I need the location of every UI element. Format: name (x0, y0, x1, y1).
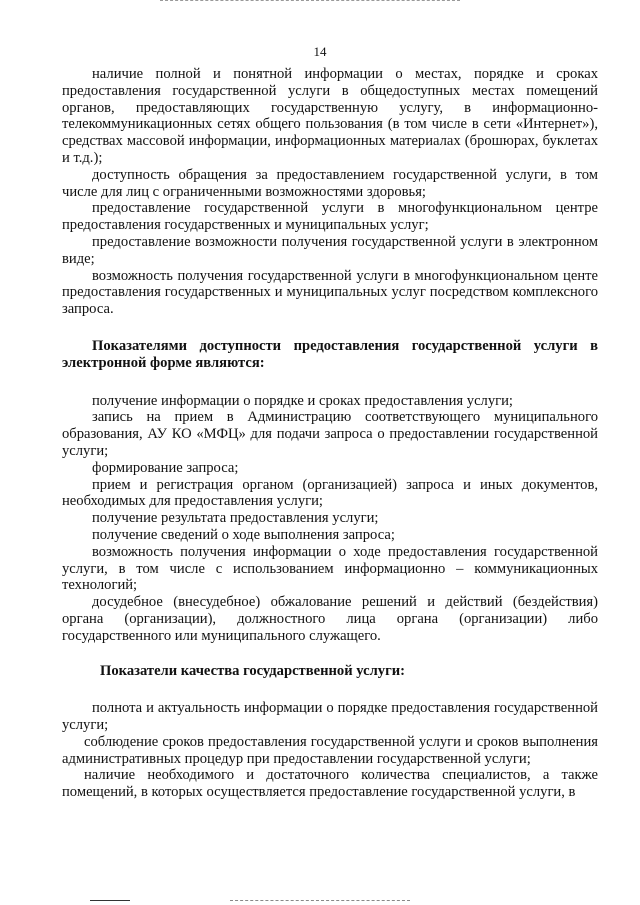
paragraph: наличие необходимого и достаточного количества специалистов, а также помещений, в которых осуществляется предоставление государственной услуги, в (62, 767, 598, 801)
paragraph: наличие полной и понятной информации о местах, порядке и сроках предоставления государственной услуги в общедоступных местах помещений органов, предоставляющих государственную услугу, в информационно-телекоммуникационных сетях общего пользования (в том числе в сети «Интернет»), средствах массовой информации, информационных материалах (брошюрах, буклетах и т.д.); (62, 66, 598, 166)
section-heading-quality: Показатели качества государственной услуги: (100, 662, 405, 679)
bottom-scan-mark (90, 900, 130, 902)
paragraph: соблюдение сроков предоставления государственной услуги и сроков выполнения административных процедур при предоставлении государственной услуги; (62, 733, 598, 767)
paragraph: формирование запроса; (92, 459, 239, 476)
paragraph: запись на прием в Администрацию соответствующего муниципального образования, АУ КО «МФЦ» для подачи запроса о предоставлении государственной услуги; (62, 409, 598, 459)
paragraph: полнота и актуальность информации о порядке предоставления государственной услуги; (62, 700, 598, 734)
paragraph: предоставление государственной услуги в многофункциональном центре предоставления государственных и муниципальных услуг; (62, 200, 598, 234)
paragraph: предоставление возможности получения государственной услуги в электронном виде; (62, 233, 598, 267)
paragraph: доступность обращения за предоставлением государственной услуги, в том числе для лиц с ограниченными возможностями здоровья; (62, 166, 598, 200)
paragraph: получение результата предоставления услуги; (92, 510, 379, 527)
bottom-scan-edge (230, 900, 410, 902)
paragraph: получение информации о порядке и сроках предоставления услуги; (92, 392, 513, 409)
paragraph: прием и регистрация органом (организацией) запроса и иных документов, необходимых для предоставления услуги; (62, 476, 598, 510)
section-heading-availability: Показателями доступности предоставления государственной услуги в электронной форме являются: (62, 337, 598, 371)
paragraph: возможность получения информации о ходе предоставления государственной услуги, в том числе с использованием информационно – коммуникационных технологий; (62, 543, 598, 594)
paragraph: получение сведений о ходе выполнения запроса; (92, 526, 395, 543)
paragraph: досудебное (внесудебное) обжалование решений и действий (бездействия) органа (организации), должностного лица органа (организации) либо государственного или муниципального служащего. (62, 594, 598, 644)
document-body (62, 66, 598, 801)
top-scan-edge (160, 0, 460, 2)
page-number: 14 (313, 44, 327, 59)
paragraph: возможность получения государственной услуги в многофункциональном центе предоставления государственных и муниципальных услуг посредством комплексного запроса. (62, 267, 598, 318)
